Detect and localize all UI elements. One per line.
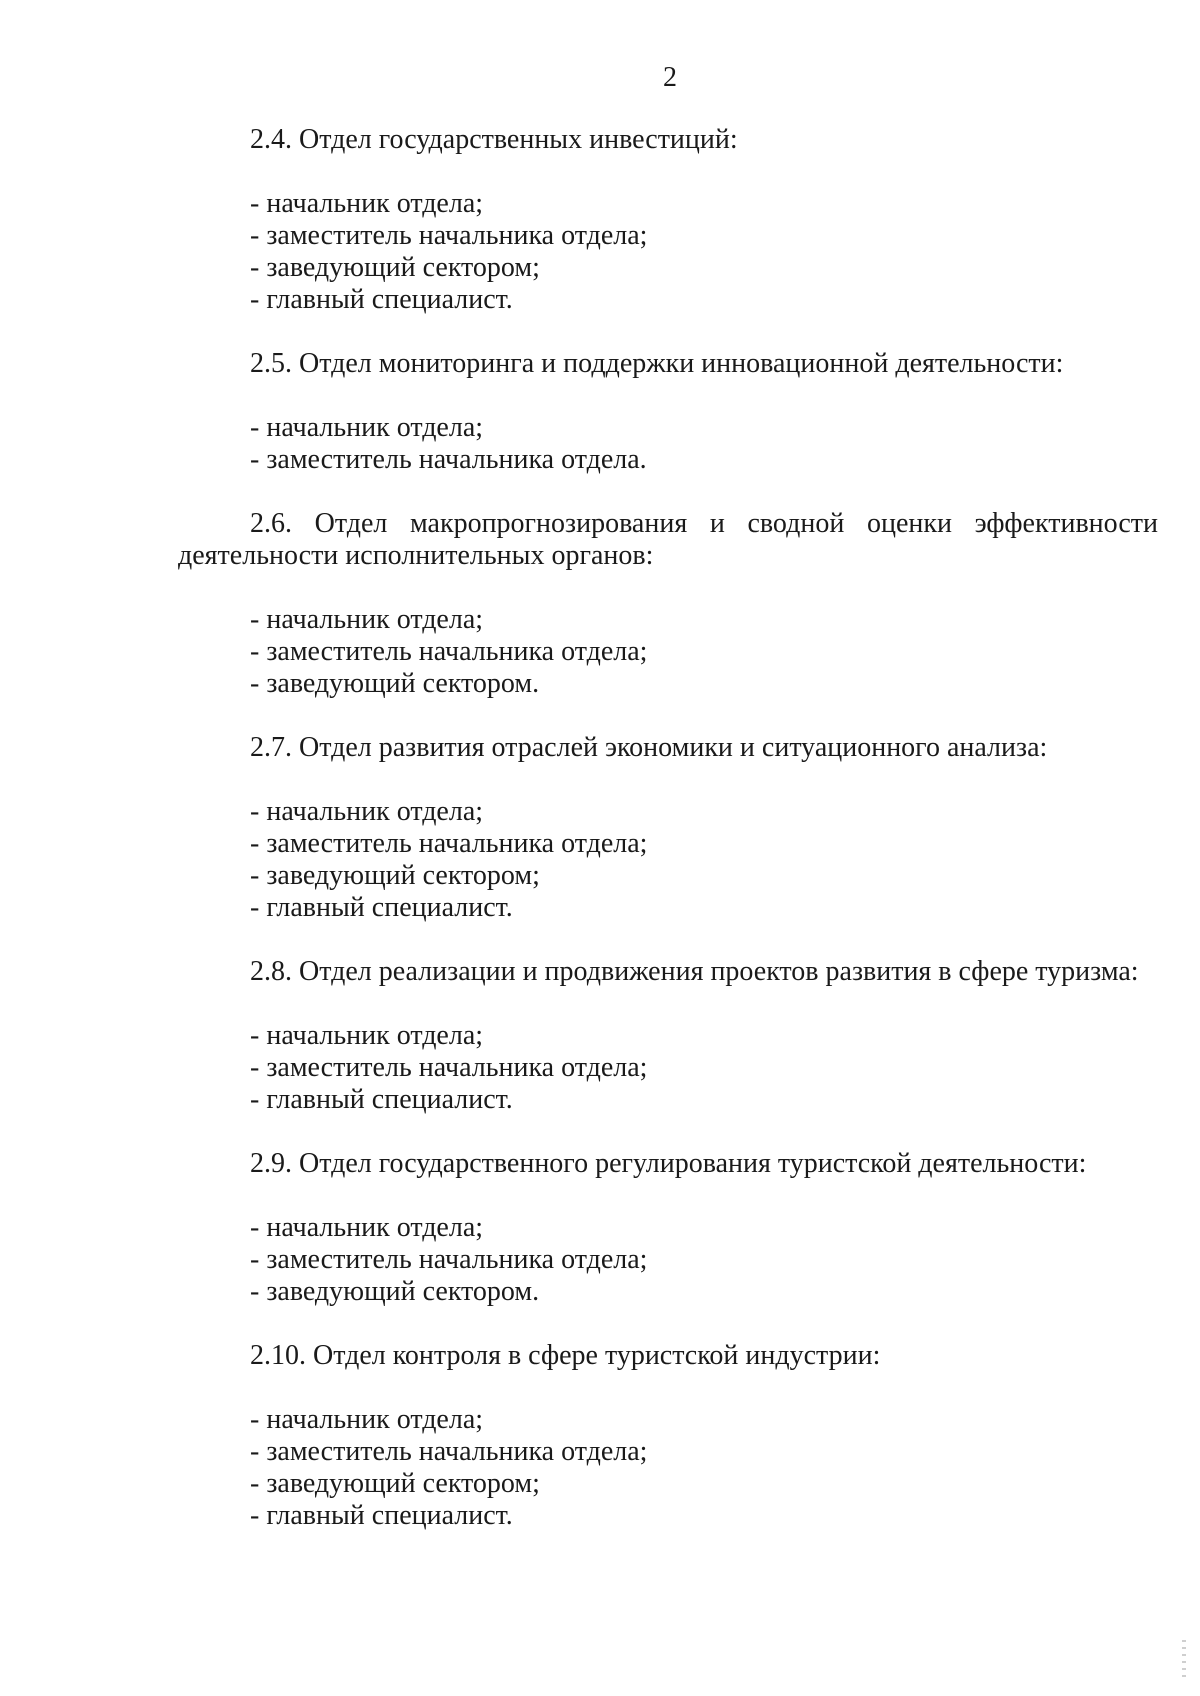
list-item [250,1084,1158,1116]
list-item [250,284,1158,316]
list-marker: - [250,604,267,635]
list-marker: - [250,1052,267,1083]
position-list [178,604,1158,700]
list-item [250,604,1158,636]
list-marker: - [250,1084,267,1115]
position-list [178,796,1158,924]
document-body [178,124,1158,1564]
list-item [250,828,1158,860]
list-item-text: начальник отдела; [266,188,484,219]
list-marker: - [250,1244,267,1275]
list-item-text: начальник отдела; [266,1020,484,1051]
list-item-text: главный специалист. [266,1084,513,1115]
list-marker: - [250,1276,267,1307]
position-list [178,1212,1158,1308]
section-heading: 2.9. Отдел государственного регулирования туристской деятельности: [250,1148,1087,1179]
list-item [250,1052,1158,1084]
position-list [178,1404,1158,1532]
list-item-text: заместитель начальника отдела. [266,444,647,475]
list-marker: - [250,668,267,699]
list-item [250,188,1158,220]
list-marker: - [250,796,267,827]
list-item-text: заместитель начальника отдела; [266,1436,648,1467]
list-item [250,1020,1158,1052]
position-list [178,412,1158,476]
list-marker: - [250,444,267,475]
section-2-4 [178,124,1158,316]
list-marker: - [250,1020,267,1051]
list-item [250,412,1158,444]
list-item [250,860,1158,892]
list-marker: - [250,1404,267,1435]
section-heading: 2.4. Отдел государственных инвестиций: [250,124,738,155]
scan-edge-artifact [1182,1640,1186,1680]
list-item [250,636,1158,668]
section-2-8 [178,956,1158,1116]
list-item-text: заместитель начальника отдела; [266,1244,648,1275]
section-heading: 2.7. Отдел развития отраслей экономики и ситуационного анализа: [250,732,1048,763]
list-marker: - [250,220,267,251]
list-marker: - [250,1500,267,1531]
section-heading: 2.10. Отдел контроля в сфере туристской индустрии: [250,1340,881,1371]
list-marker: - [250,1436,267,1467]
list-marker: - [250,828,267,859]
list-item-text: главный специалист. [266,892,513,923]
list-marker: - [250,252,267,283]
list-item-text: заведующий сектором; [266,860,540,891]
section-heading: 2.8. Отдел реализации и продвижения проектов развития в сфере туризма: [250,956,1139,987]
list-item [250,1212,1158,1244]
list-item-text: заведующий сектором; [266,252,540,283]
list-item [250,444,1158,476]
list-item [250,1468,1158,1500]
list-marker: - [250,636,267,667]
list-item-text: начальник отдела; [266,1404,484,1435]
list-item-text: начальник отдела; [266,1212,484,1243]
list-item-text: начальник отдела; [266,604,484,635]
list-item [250,252,1158,284]
list-item [250,796,1158,828]
position-list [178,1020,1158,1116]
list-item-text: заведующий сектором. [266,1276,540,1307]
position-list [178,188,1158,316]
section-2-9 [178,1148,1158,1308]
section-heading: 2.5. Отдел мониторинга и поддержки инновационной деятельности: [250,348,1064,379]
list-item-text: начальник отдела; [266,796,484,827]
list-item-text: заместитель начальника отдела; [266,636,648,667]
list-item-text: главный специалист. [266,284,513,315]
list-item [250,1404,1158,1436]
list-item-text: заведующий сектором. [266,668,540,699]
section-2-6 [178,508,1158,700]
list-marker: - [250,188,267,219]
list-marker: - [250,1468,267,1499]
list-item-text: заместитель начальника отдела; [266,1052,648,1083]
list-marker: - [250,1212,267,1243]
list-item-text: главный специалист. [266,1500,513,1531]
list-item [250,220,1158,252]
section-2-7 [178,732,1158,924]
list-item [250,1500,1158,1532]
list-item-text: заведующий сектором; [266,1468,540,1499]
section-heading: 2.6. Отдел макропрогнозирования и сводной оценки эффективности деятельности исполнительных органов: [178,508,1158,571]
list-marker: - [250,892,267,923]
page-number: 2 [663,62,677,93]
list-item-text: заместитель начальника отдела; [266,220,648,251]
list-item [250,892,1158,924]
list-item [250,1244,1158,1276]
list-marker: - [250,860,267,891]
list-marker: - [250,412,267,443]
list-item [250,668,1158,700]
list-item-text: заместитель начальника отдела; [266,828,648,859]
list-item [250,1436,1158,1468]
section-2-10 [178,1340,1158,1532]
section-2-5 [178,348,1158,476]
list-item [250,1276,1158,1308]
list-marker: - [250,284,267,315]
list-item-text: начальник отдела; [266,412,484,443]
